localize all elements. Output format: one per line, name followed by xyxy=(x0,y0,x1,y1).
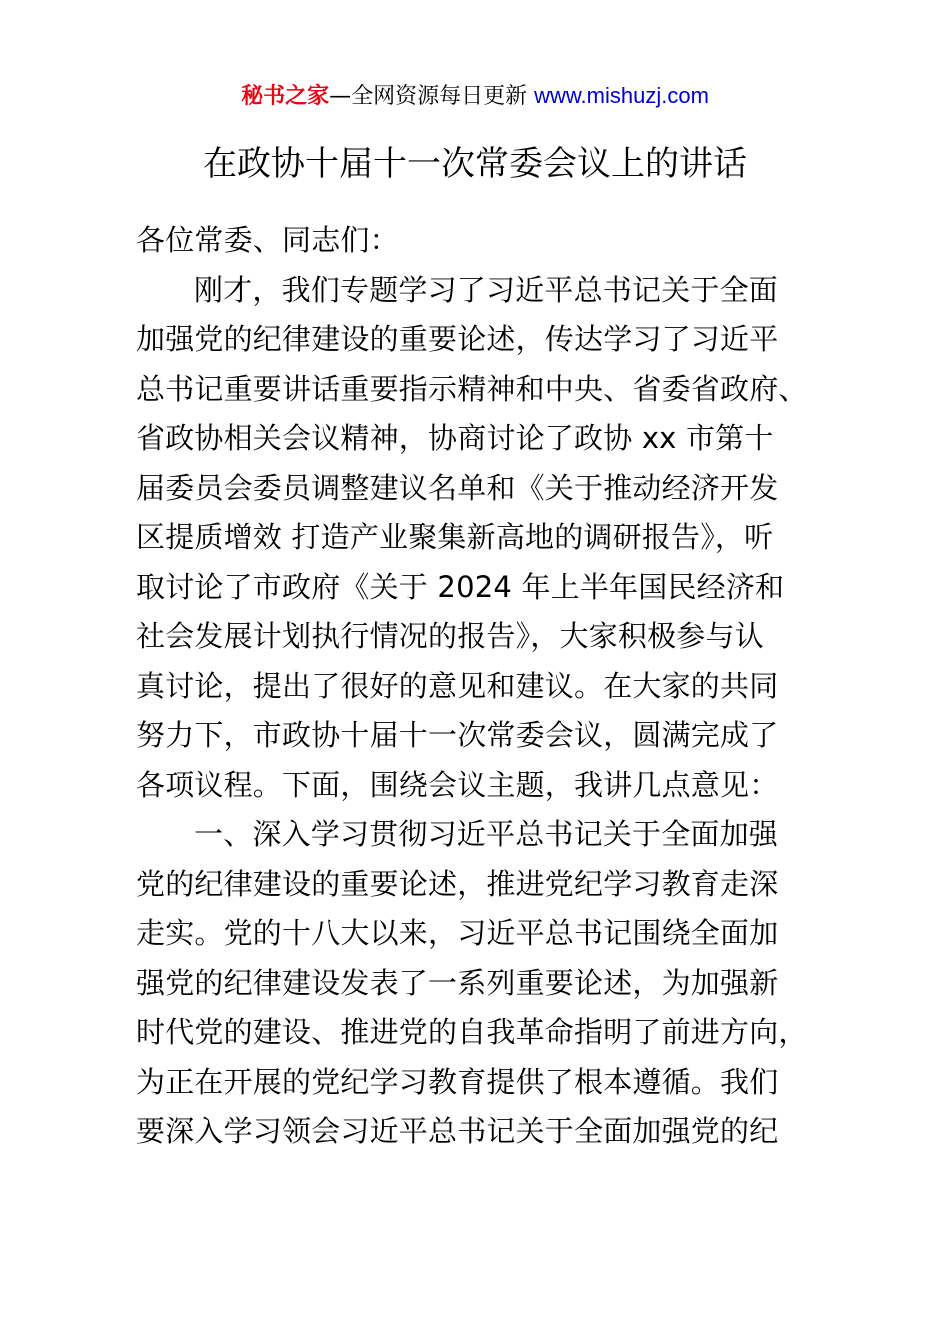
document-title: 在政协十届十一次常委会议上的讲话 xyxy=(203,144,747,184)
paragraph-line: 社会发展计划执行情况的报告》，大家积极参与认 xyxy=(136,619,764,653)
paragraph-line: 届委员会委员调整建议名单和《关于推动经济开发 xyxy=(136,470,779,505)
paragraph-line: 强党的纪律建设发表了一系列重要论述，为加强新 xyxy=(136,965,779,1000)
paragraph-line: 取讨论了市政府《关于 2024 年上半年国民经济和 xyxy=(136,569,785,604)
document-body xyxy=(136,216,836,1157)
paragraph-line: 总书记重要讲话重要指示精神和中央、省委省政府、 xyxy=(136,371,808,406)
header-tagline: —全网资源每日更新 xyxy=(329,84,528,109)
paragraph-line: 加强党的纪律建设的重要论述，传达学习了习近平 xyxy=(136,322,779,356)
paragraph-line: 为正在开展的党纪学习教育提供了根本遵循。我们 xyxy=(136,1064,779,1099)
paragraph-line: 党的纪律建设的重要论述，推进党纪学习教育走深 xyxy=(136,866,779,901)
section-heading-line: 一、深入学习贯彻习近平总书记关于全面加强 xyxy=(194,817,779,851)
paragraph-line: 区提质增效 打造产业聚集新高地的调研报告》，听 xyxy=(136,520,774,554)
brand-name: 秘书之家 xyxy=(241,84,330,109)
paragraph-line: 努力下，市政协十届十一次常委会议，圆满完成了 xyxy=(136,718,779,752)
site-header xyxy=(0,80,950,113)
paragraph-line: 走实。党的十八大以来，习近平总书记围绕全面加 xyxy=(136,916,779,950)
paragraph-line: 刚才，我们专题学习了习近平总书记关于全面 xyxy=(194,272,779,307)
paragraph-line: 时代党的建设、推进党的自我革命指明了前进方向， xyxy=(136,1015,808,1049)
paragraph-line: 要深入学习领会习近平总书记关于全面加强党的纪 xyxy=(136,1114,779,1148)
paragraph-line: 各项议程。下面，围绕会议主题，我讲几点意见： xyxy=(136,767,779,802)
salutation: 各位常委、同志们： xyxy=(136,223,399,257)
paragraph-line: 真讨论，提出了很好的意见和建议。在大家的共同 xyxy=(136,668,779,703)
site-url-link[interactable]: www.mishuzj.com xyxy=(534,83,709,108)
paragraph-line: 省政协相关会议精神，协商讨论了政协 xx 市第十 xyxy=(136,421,774,455)
